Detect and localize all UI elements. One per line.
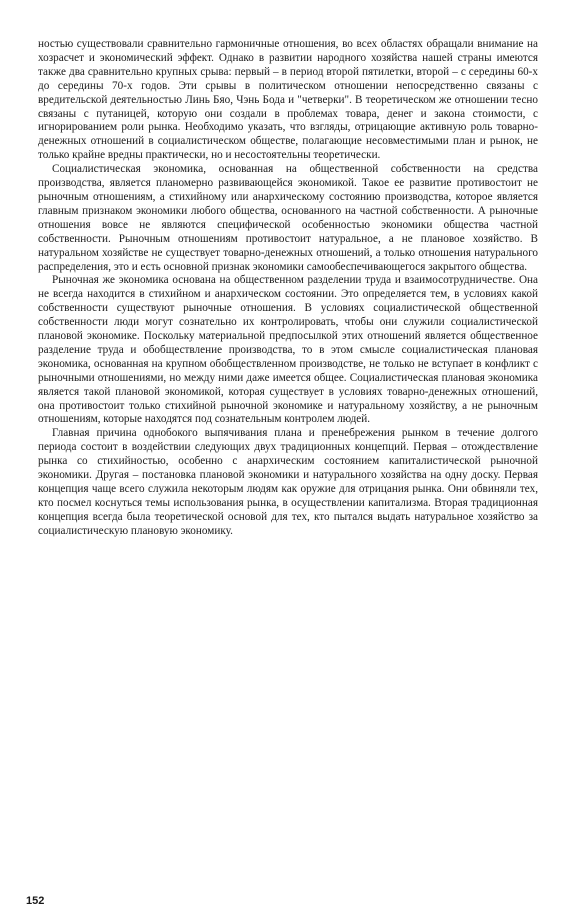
paragraph-continuation: ностью существовали сравнительно гармоничные отношения, во всех областях обращали внимание на хозрасчет и экономический эффект. Однако в развитии народного хозяйства нашей страны имеются также два сравнительно крупных срыва: первый – в период второй пятилетки, второй – с середины 60-х до середины 70-х годов. Эти срывы в политическом отношении непосредственно связаны с вредительской деятельностью Линь Бяо, Чэнь Бода и "четверки". В теоретическом же отношении тесно связаны с путаницей, которую они создали в проблемах товара, денег и закона стоимости, с игнорированием роли рынка. Необходимо указать, что взгляды, отрицающие активную роль товарно-денежных отношений в социалистическом обществе, полагающие несовместимыми план и рынок, не только крайне вредны практически, но и несостоятельны теоретически. [38,38,538,162]
paragraph-main-cause: Главная причина однобокого выпячивания плана и пренебрежения рынком в течение долгого периода состоит в воздействии следующих двух традиционных концепций. Первая – отождествление рынка со стихийностью, особенно с анархическим состоянием капиталистической рыночной экономики. Другая – постановка плановой экономики и натурального хозяйства на одну доску. Первая концепция чаще всего служила некоторым людям как оружие для отрицания рынка. Они обвиняли тех, кто посмел коснуться темы использования рынка, в осуществлении капитализма. Вторая традиционная концепция всегда была теоретической основой для тех, кто пытался выдать натуральное хозяйство за социалистическую плановую экономику. [38,427,538,537]
paragraph-market-economy: Рыночная же экономика основана на общественном разделении труда и взаимосотрудничестве. Она не всегда находится в стихийном и анархическом состоянии. Это определяется тем, в условиях какой собственности существуют рыночные отношения. В условиях социалистической общественной собственности люди могут сознательно их контролировать, чтобы они служили социалистической плановой экономике. Поскольку материальной предпосылкой этих отношений является общественное разделение труда и обобществление производства, то в этом смысле социалистическая плановая экономика, основанная на крупном обобществленном производстве, не только не вступает в конфликт с рыночными отношениями, но между ними даже имеется общее. Социалистическая плановая экономика является такой плановой экономикой, которая существует в условиях товарно-денежных отношений, она противостоит только стихийной рыночной экономике и натуральному хозяйству, а не рыночным отношениям, которые находятся под сознательным контролем людей. [38,274,538,426]
paragraph-socialist-economy: Социалистическая экономика, основанная на общественной собственности на средства производства, является планомерно развивающейся экономикой. Такое ее развитие противостоит не рыночным отношениям, а стихийному или анархическому состоянию производства, которое является главным признаком экономики любого общества, основанного на частной собственности. А рыночные отношения вовсе не являются специфической особенностью экономики общества частной собственности. Рыночным отношениям противостоит натуральное, а не плановое хозяйство. В натуральном хозяйстве не существует товарно-денежных отношений, а только отношения натурального распределения, это и есть основной признак экономики самообеспечивающегося закрытого общества. [38,163,538,273]
page-body [38,38,538,539]
page-number: 152 [26,895,45,907]
